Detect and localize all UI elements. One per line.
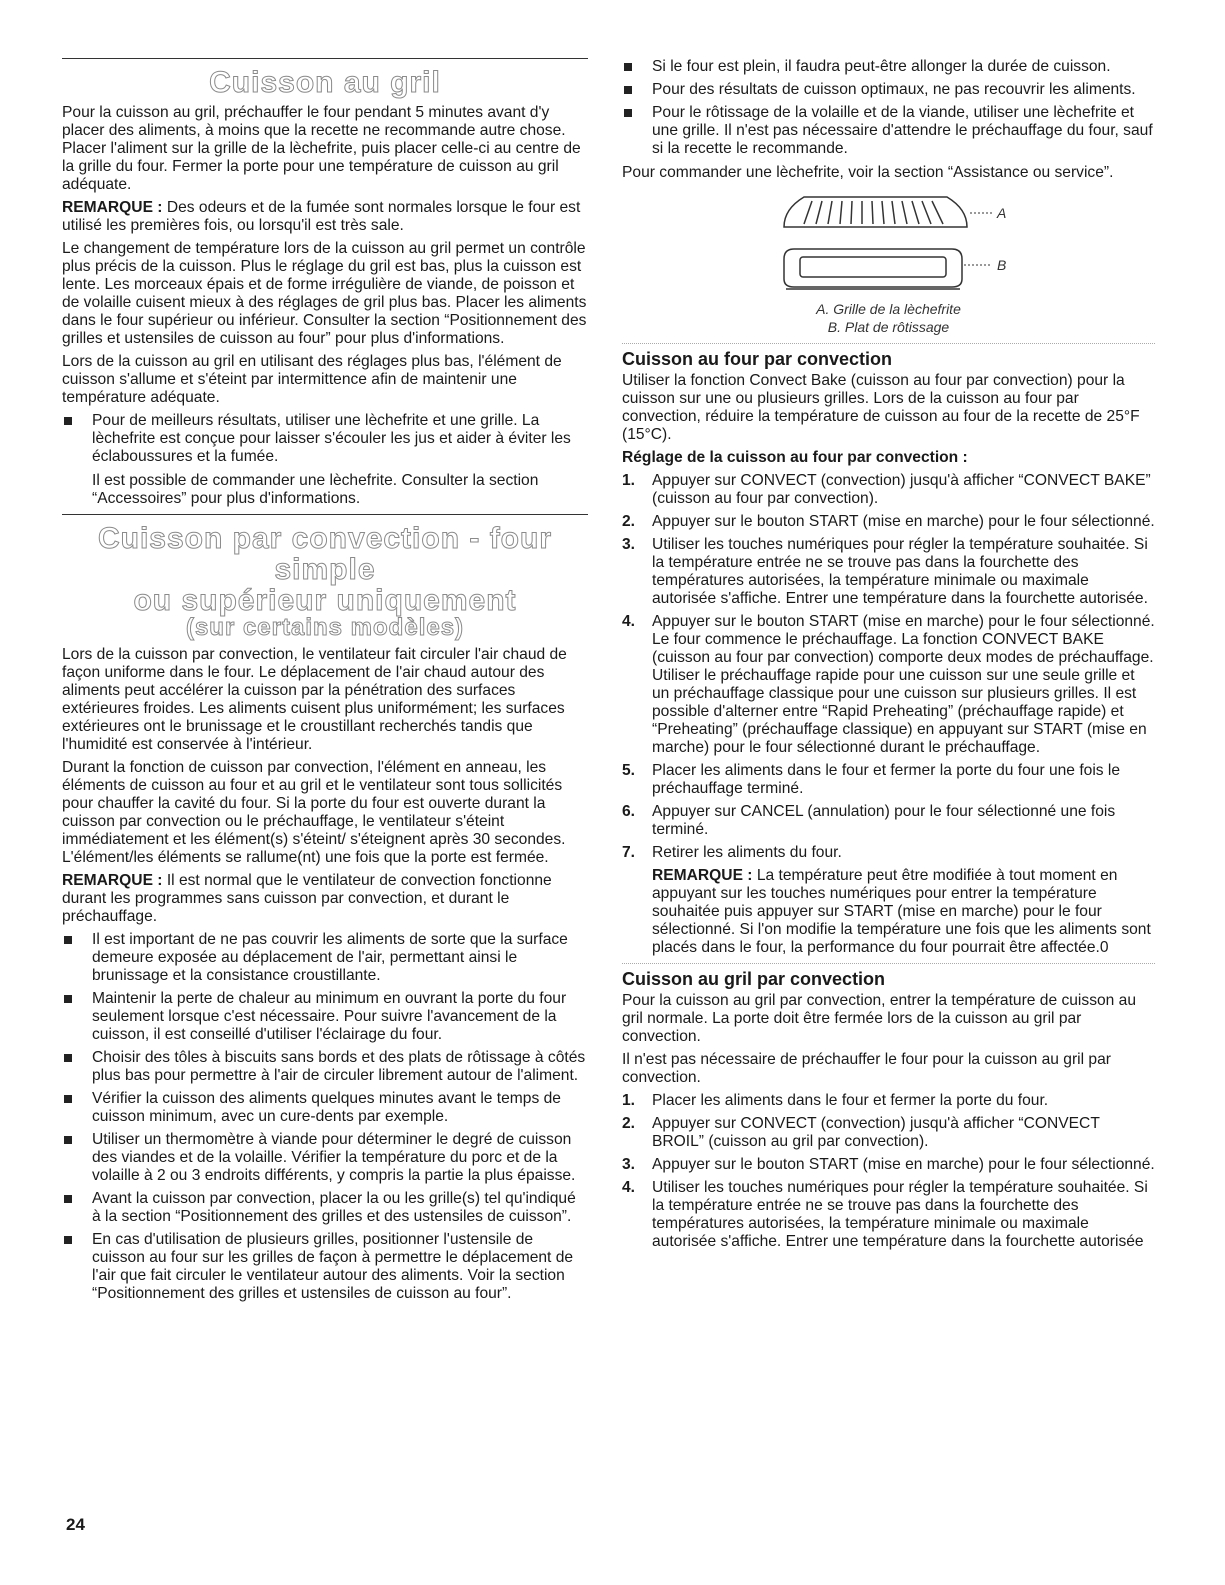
list-item: Si le four est plein, il faudra peut-être allonger la durée de cuisson. [622, 58, 1155, 76]
convection-paragraph-1: Lors de la cuisson par convection, le ventilateur fait circuler l'air chaud de façon uniforme dans le four. Le déplacement de l'air chaud autour des aliments peut accélérer la cuisson par la pénétration des surfaces extérieures froides. Les aliments cuisent plus uniformément; les surfaces extérieures ont le brunissage et le croustillant recherchés tandis que l'humidité est conservée à l'intérieur. [62, 646, 567, 753]
broil-bullet-extra: Il est possible de commander une lèchefrite. Consulter la section “Accessoires” pour plus d'informations. [92, 472, 539, 507]
note-label: REMARQUE : [62, 199, 163, 216]
page-number: 24 [66, 1515, 85, 1534]
bullet-icon [64, 936, 72, 944]
list-item: 4. Utiliser les touches numériques pour régler la température souhaitée. Si la température entrée ne se trouve pas dans la fourchette des températures autorisées, la température minimale ou maximale autorisée s'affiche. Entrer une température dans la fourchette autorisée [622, 1179, 1148, 1250]
bullet-icon [64, 1236, 72, 1244]
bullet-icon [624, 63, 632, 71]
label-b: B [997, 257, 1007, 273]
list-item: Il est important de ne pas couvrir les aliments de sorte que la surface demeure exposée au déplacement de l'air, permettant ainsi le brunissage et la consistance croustillante. [62, 931, 588, 985]
list-item: 5. Placer les aliments dans le four et fermer la porte du four une fois le préchauffage terminé. [622, 762, 1121, 797]
right-column [622, 58, 1155, 1256]
note-text: Il est normal que le ventilateur de convection fonctionne durant les programmes sans cuisson par convection, et durant le préchauffage. [62, 872, 552, 925]
list-item: 6. Appuyer sur CANCEL (annulation) pour le four sélectionné une fois terminé. [622, 803, 1116, 838]
broil-note [62, 199, 588, 235]
convection-bake-setting-label: Réglage de la cuisson au four par convection : [622, 449, 968, 466]
broiler-pan-illustration [622, 187, 1155, 295]
convection-note [62, 872, 588, 926]
broil-paragraph-2: Le changement de température lors de la cuisson au gril permet un contrôle plus précis de la cuisson. Plus le réglage du gril est bas, plus la cuisson est lente. Les morceaux épais et de forme irrégulière de viande, de poisson et de volaille cuisent mieux à des réglages de gril plus bas. Placer les aliments dans le four supérieur ou inférieur. Consulter la section “Positionnement des grilles et ustensiles de cuisson au four” pour plus d'informations. [62, 240, 587, 347]
label-a: A [997, 205, 1007, 221]
section-divider [622, 963, 1155, 964]
list-item: Vérifier la cuisson des aliments quelques minutes avant le temps de cuisson minimum, avec un cure-dents par exemple. [62, 1090, 588, 1126]
convection-bake-note: REMARQUE : La température peut être modifiée à tout moment en appuyant sur les touches numériques pour entrer la température souhaitée puis appuyer sur START (mise en marche) pour le four sélectionné. Si l'on modifie la température une fois que les aliments sont placés dans le four, la performance du four pourrait être affectée.0 [652, 867, 1151, 956]
convection-paragraph-2: Durant la fonction de cuisson par convection, l'élément en anneau, les éléments de cuisson au four et au gril et le ventilateur sont tous sollicités pour chauffer la cavité du four. Si la porte du four est ouverte durant la cuisson par convection ou le préchauffage, le ventilateur s'éteint immédiatement et les élément(s) s'éteint/ s'éteignent après 30 secondes. L'élément/les éléments se rallume(nt) une fois que la porte est fermée. [62, 759, 566, 866]
broiler-pan-figure [622, 187, 1155, 337]
bullet-icon [64, 1054, 72, 1062]
section-divider [622, 343, 1155, 344]
list-item: 7. Retirer les aliments du four. [622, 844, 842, 861]
list-item: 3. Appuyer sur le bouton START (mise en marche) pour le four sélectionné. [622, 1156, 1155, 1173]
bullet-icon [64, 1136, 72, 1144]
broil-bullets [62, 412, 588, 466]
note-text: Des odeurs et de la fumée sont normales lorsque le four est utilisé les premières fois, ou lorsqu'il est très sale. [62, 199, 581, 234]
convection-broil-intro-2: Il n'est pas nécessaire de préchauffer le four pour la cuisson au gril par convection. [622, 1051, 1111, 1086]
broil-paragraph-3: Lors de la cuisson au gril en utilisant des réglages plus bas, l'élément de cuisson s'allume et s'éteint par intermittence afin de maintenir une température adéquate. [62, 353, 562, 406]
caption-b: B. Plat de rôtissage [827, 319, 950, 335]
top-rule [62, 58, 588, 59]
grid-pan-icon [784, 197, 992, 227]
list-item: 3. Utiliser les touches numériques pour régler la température souhaitée. Si la température entrée ne se trouve pas dans la fourchette des températures autorisées, la température minimale ou maximale autorisée s'affiche. Entrer une température dans la fourchette autorisée. [622, 536, 1148, 607]
list-item: 4. Appuyer sur le bouton START (mise en marche) pour le four sélectionné. Le four commence le préchauffage. La fonction CONVECT BAKE (cuisson au four par convection) comporte deux modes de préchauffage. Utiliser le préchauffage rapide pour une cuisson sur une seule grille et un préchauffage classique pour une cuisson sur plusieurs grilles. Il est possible d'alterner entre “Rapid Preheating” (préchauffage rapide) et “Preheating” (préchauffage classique) en appuyant sur START (mise en marche) pour le four sélectionné durant le préchauffage. [622, 613, 1155, 756]
order-text: Pour commander une lèchefrite, voir la section “Assistance ou service”. [622, 164, 1114, 181]
bullet-icon [64, 1195, 72, 1203]
list-item: Choisir des tôles à biscuits sans bords et des plats de rôtissage à côtés plus bas pour permettre à l'air de circuler librement autour de l'aliment. [62, 1049, 588, 1085]
bullet-icon [624, 109, 632, 117]
list-item: Avant la cuisson par convection, placer la ou les grille(s) tel qu'indiqué à la section “Positionnement des grilles et des ustensiles de cuisson”. [62, 1190, 588, 1226]
list-item: 1. Placer les aliments dans le four et fermer la porte du four. [622, 1092, 1049, 1109]
convection-section-title: Cuisson par convection - four simple ou supérieur uniquement (sur certains modèles) [97, 522, 553, 641]
caption-a: A. Grille de la lèchefrite [816, 301, 961, 317]
roasting-pan-icon [784, 249, 992, 289]
bullet-icon [624, 86, 632, 94]
convection-broil-steps [622, 1092, 1155, 1251]
list-item: Pour des résultats de cuisson optimaux, ne pas recouvrir les aliments. [622, 81, 1155, 99]
broil-section-title: Cuisson au gril [209, 66, 441, 99]
list-item: En cas d'utilisation de plusieurs grilles, positionner l'ustensile de cuisson au four sur les grilles de façon à permettre le déplacement de l'air que fait circuler le ventilateur autour des aliments. Voir la section “Positionnement des grilles et ustensiles de cuisson au four”. [62, 1231, 588, 1303]
broil-paragraph-1: Pour la cuisson au gril, préchauffer le four pendant 5 minutes avant d'y placer des aliments, à moins que la recette ne recommande autre chose. Placer l'aliment sur la grille de la lèchefrite, puis placer celle-ci au centre de la grille du four. Fermer la porte pour une température de cuisson au gril adéquate. [62, 104, 581, 193]
note-label: REMARQUE : [62, 872, 163, 889]
bullet-icon [64, 995, 72, 1003]
list-item: Utiliser un thermomètre à viande pour déterminer le degré de cuisson des viandes et de la volaille. Vérifier la température du porc et de la volaille à 2 ou 3 endroits différents, y compris la partie la plus épaisse. [62, 1131, 588, 1185]
list-item: Maintenir la perte de chaleur au minimum en ouvrant la porte du four seulement lorsque c'est nécessaire. Pour suivre l'avancement de la cuisson, il est conseillé d'utiliser l'éclairage du four. [62, 990, 588, 1044]
convection-broil-heading: Cuisson au gril par convection [622, 969, 886, 989]
convection-bullets [62, 931, 588, 1303]
list-item: 2. Appuyer sur CONVECT (convection) jusqu'à afficher “CONVECT BROIL” (cuisson au gril par convection). [622, 1115, 1100, 1150]
bullet-icon [64, 417, 72, 425]
convection-bake-intro: Utiliser la fonction Convect Bake (cuisson au four par convection) pour la cuisson sur une ou plusieurs grilles. Lors de la cuisson au four par convection, réduire la température de cuisson au four de la recette de 25°F (15°C). [622, 372, 1140, 443]
convection-broil-intro-1: Pour la cuisson au gril par convection, entrer la température de cuisson au gril normale. La porte doit être fermée lors de la cuisson au gril par convection. [622, 992, 1137, 1045]
list-item: Pour de meilleurs résultats, utiliser une lèchefrite et une grille. La lèchefrite est conçue pour laisser s'écouler les jus et aider à éviter les éclaboussures et la fumée. [62, 412, 588, 466]
left-column [62, 58, 588, 1309]
convection-bake-heading: Cuisson au four par convection [622, 349, 893, 369]
bullet-icon [64, 1095, 72, 1103]
list-item: 2. Appuyer sur le bouton START (mise en marche) pour le four sélectionné. [622, 513, 1155, 530]
top-bullets [622, 58, 1155, 158]
section-rule [62, 514, 588, 515]
list-item: Pour le rôtissage de la volaille et de la viande, utiliser une lèchefrite et une grille. Il n'est pas nécessaire d'attendre le préchauffage du four, sauf si la recette le recommande. [622, 104, 1155, 158]
convection-bake-steps [622, 472, 1155, 862]
list-item: 1. Appuyer sur CONVECT (convection) jusqu'à afficher “CONVECT BAKE” (cuisson au four par convection). [622, 472, 1151, 507]
